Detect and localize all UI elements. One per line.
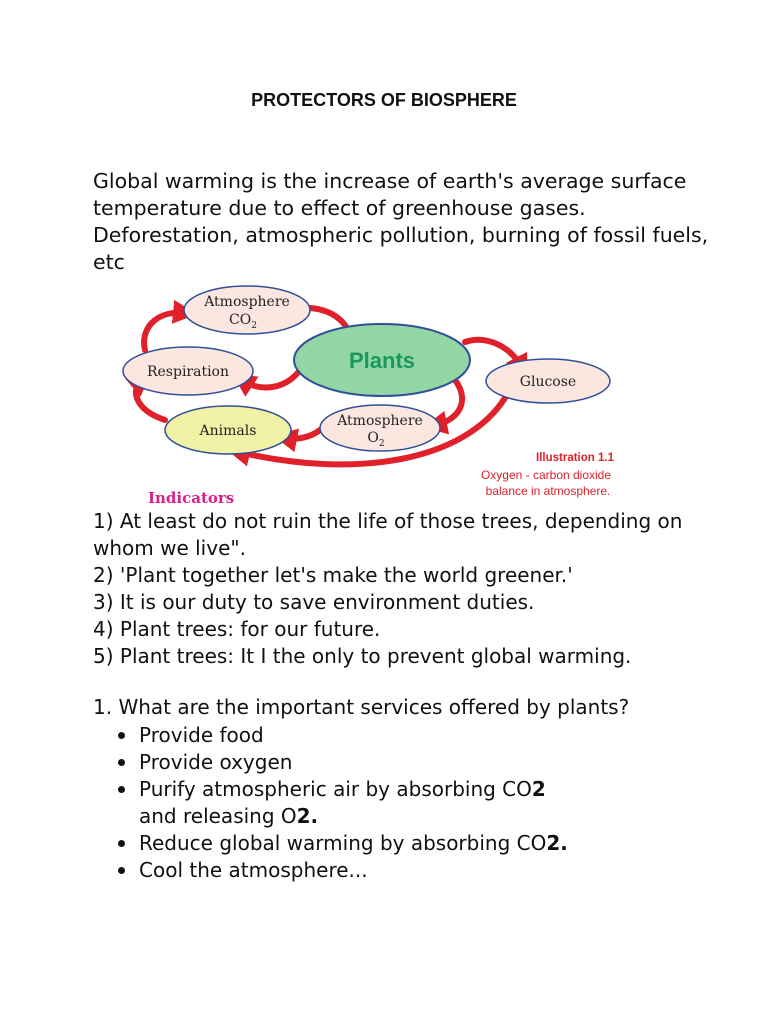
respiration-label: Respiration xyxy=(146,364,230,380)
answers-list xyxy=(117,722,568,884)
indicator-line: 2) 'Plant together let's make the world greener.' xyxy=(93,563,573,587)
intro-paragraph xyxy=(93,168,709,276)
plants-label: Plants xyxy=(348,348,416,373)
indicator-line: 4) Plant trees: for our future. xyxy=(93,617,381,641)
illustration-label: Illustration 1.1 xyxy=(536,452,614,464)
node-animals xyxy=(165,406,291,454)
node-plants xyxy=(294,324,470,396)
intro-line: etc xyxy=(93,250,125,274)
answer-item: Cool the atmosphere... xyxy=(117,857,568,884)
page-title: PROTECTORS OF BIOSPHERE xyxy=(251,90,517,110)
answer-item: Reduce global warming by absorbing CO2. xyxy=(117,830,568,857)
indicators-list xyxy=(93,508,682,670)
node-atmosphere-co2 xyxy=(184,286,310,334)
animals-label: Animals xyxy=(199,423,257,439)
indicator-line: 3) It is our duty to save environment duties. xyxy=(93,590,535,614)
glucose-label: Glucose xyxy=(519,374,577,390)
arrow-respiration-to-co2 xyxy=(144,313,185,350)
intro-line: Deforestation, atmospheric pollution, burning of fossil fuels, xyxy=(93,223,709,247)
intro-line: temperature due to effect of greenhouse gases. xyxy=(93,196,586,220)
caption-line2: balance in atmosphere. xyxy=(485,484,611,498)
indicators-heading: Indicators xyxy=(148,489,235,507)
answer-item: Provide food xyxy=(117,722,568,749)
oxygen-carbon-cycle-diagram xyxy=(110,280,630,510)
co2-line2: CO xyxy=(229,312,252,328)
node-glucose xyxy=(486,359,610,403)
co2-line1: Atmosphere xyxy=(204,294,290,310)
node-respiration xyxy=(123,347,253,395)
answer-item: Provide oxygen xyxy=(117,749,568,776)
caption-line1: Oxygen - carbon dioxide xyxy=(480,468,612,482)
o2-line1: Atmosphere xyxy=(337,413,423,429)
indicator-line: whom we live". xyxy=(93,536,246,560)
co2-sub: 2 xyxy=(251,321,257,331)
intro-line: Global warming is the increase of earth's average surface xyxy=(93,169,687,193)
o2-sub: 2 xyxy=(378,439,385,449)
indicator-line: 1) At least do not ruin the life of those trees, depending on xyxy=(93,509,683,533)
node-atmosphere-o2 xyxy=(320,405,440,451)
indicator-line: 5) Plant trees: It I the only to prevent global warming. xyxy=(93,644,632,668)
question: 1. What are the important services offered by plants? xyxy=(93,695,630,719)
answer-item: Purify atmospheric air by absorbing CO2 and releasing O2. xyxy=(117,776,568,830)
o2-line2: O xyxy=(367,430,379,446)
